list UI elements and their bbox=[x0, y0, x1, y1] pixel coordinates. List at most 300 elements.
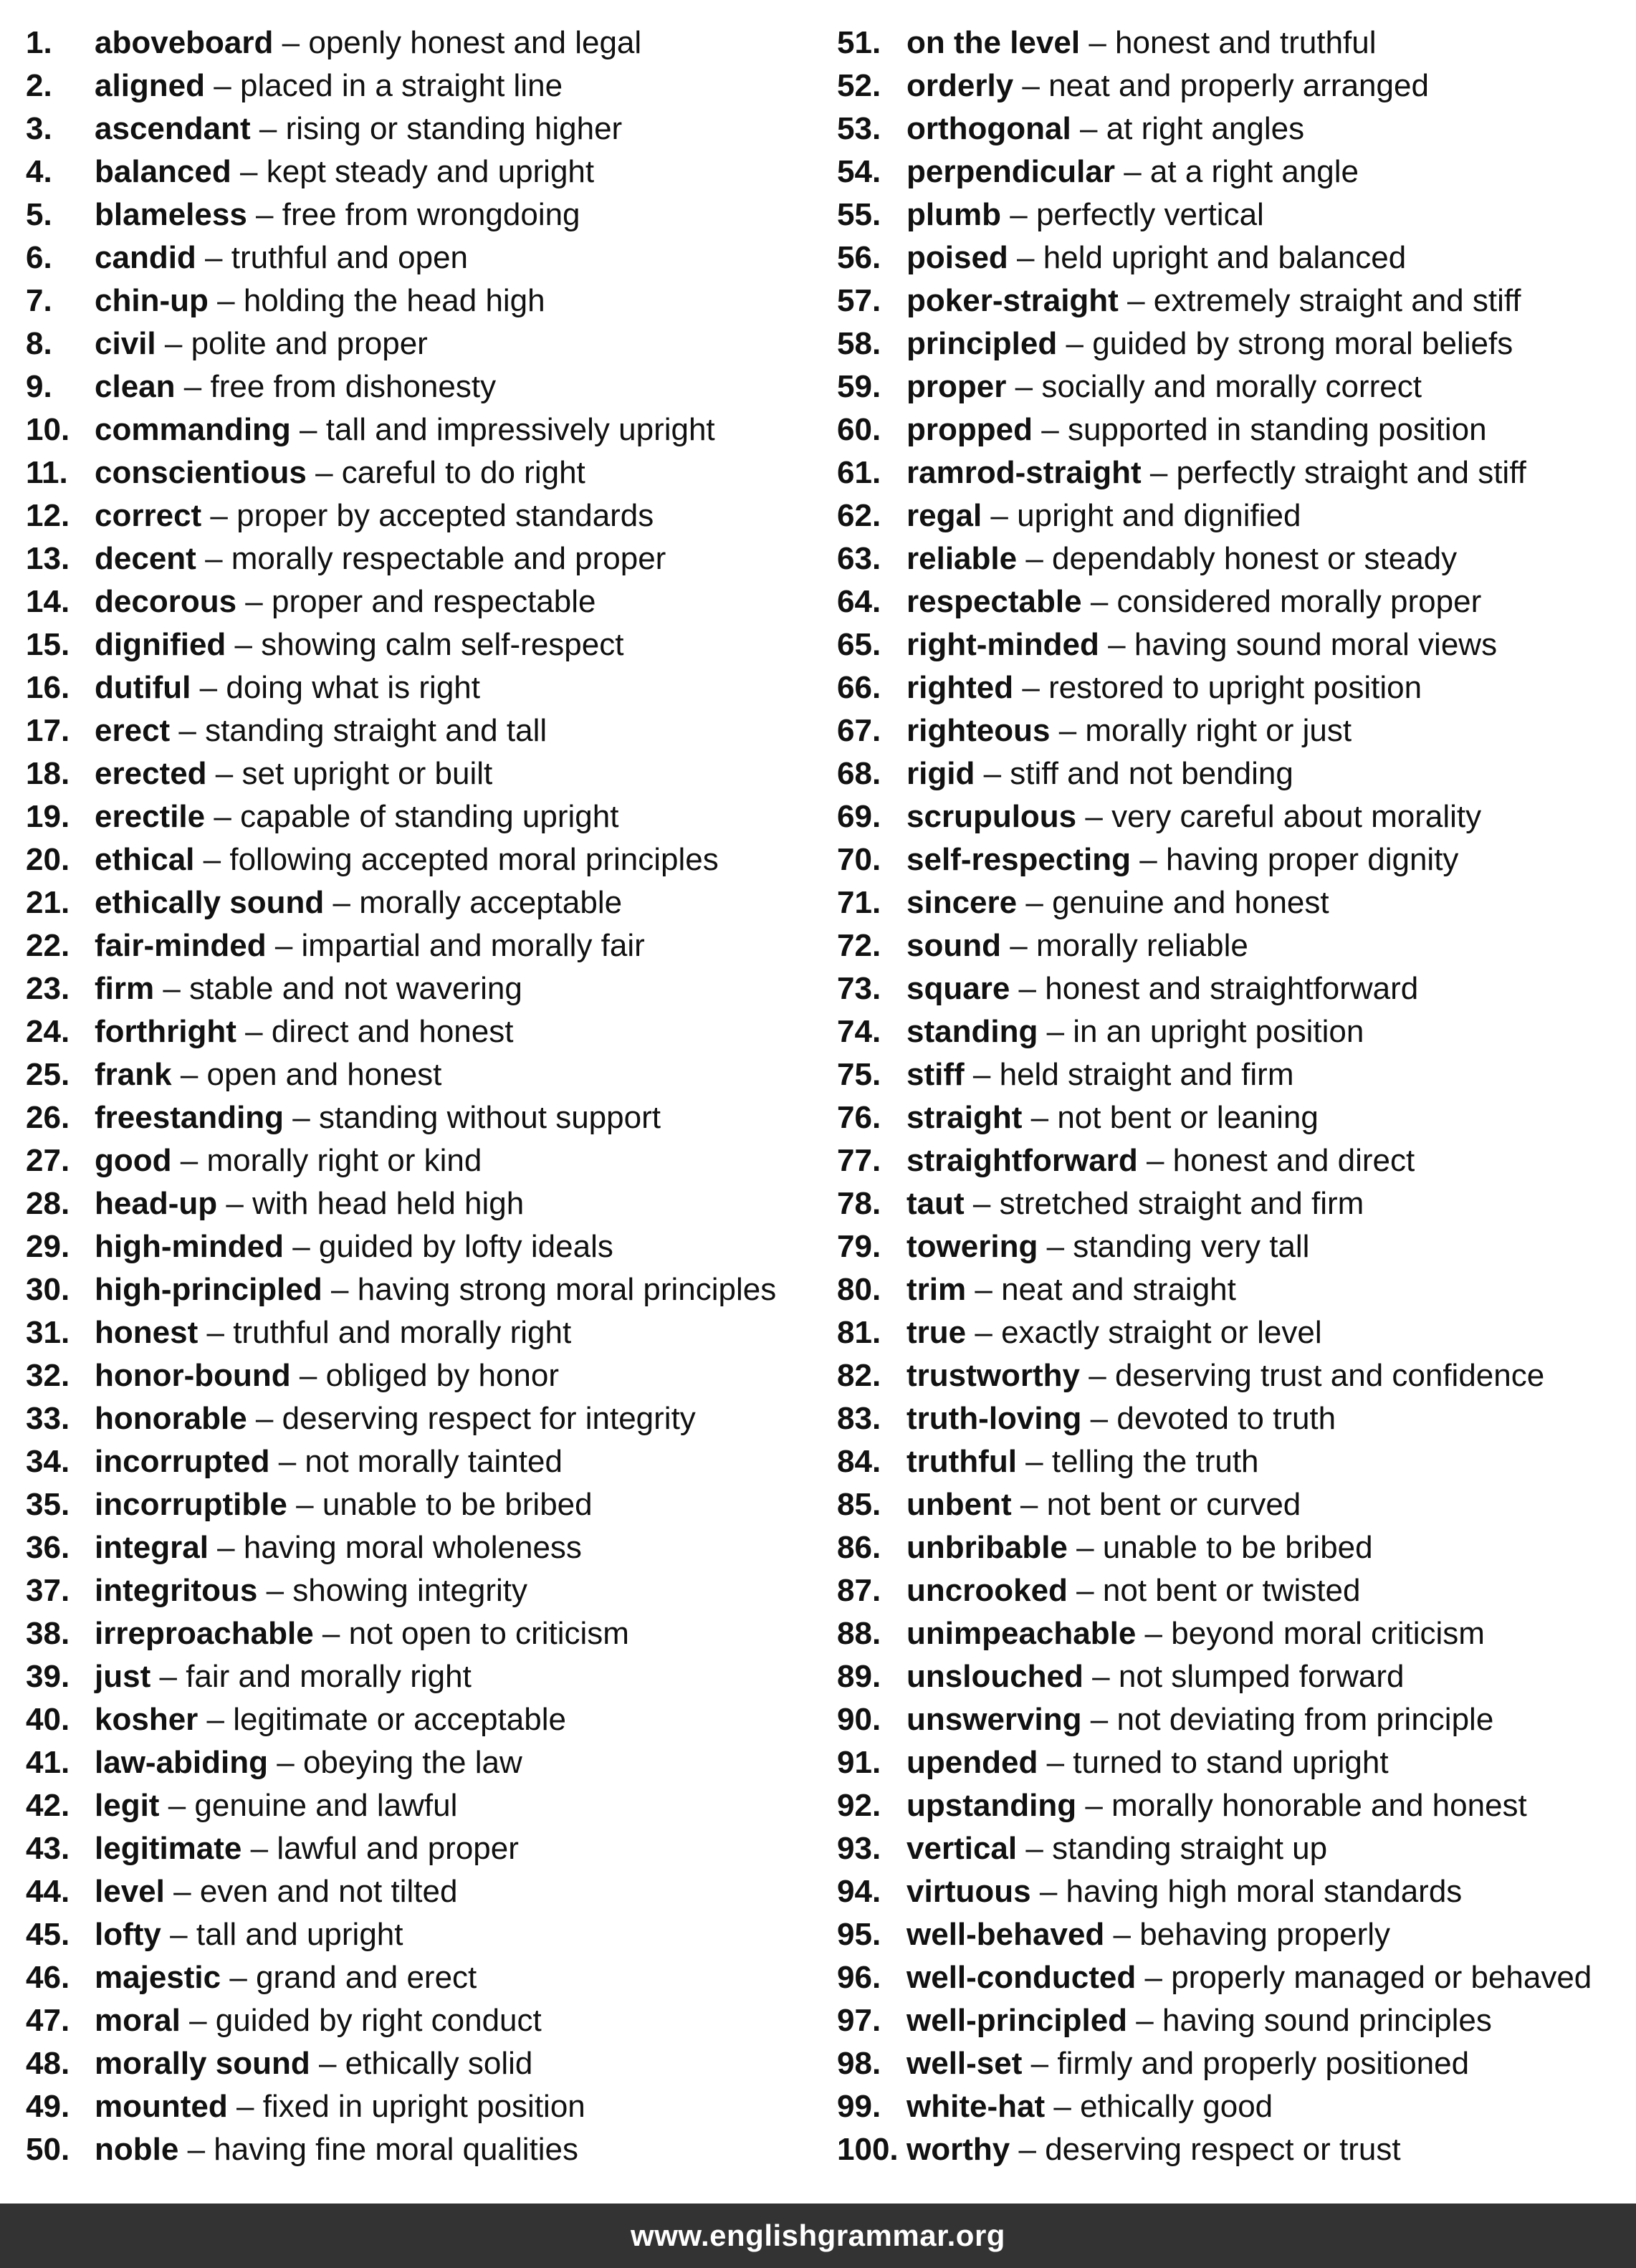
list-item bbox=[26, 236, 821, 279]
item-definition: guided by lofty ideals bbox=[318, 1229, 613, 1264]
item-separator: – bbox=[159, 1659, 177, 1694]
item-definition: unable to be bribed bbox=[322, 1487, 593, 1522]
item-definition: morally respectable and proper bbox=[231, 541, 666, 576]
item-word: decent bbox=[95, 541, 196, 576]
item-word: ascendant bbox=[95, 111, 251, 146]
item-separator: – bbox=[1108, 627, 1126, 662]
list-item bbox=[837, 1784, 1632, 1827]
item-word: ramrod-straight bbox=[907, 455, 1142, 490]
item-definition: very careful about morality bbox=[1111, 799, 1482, 834]
list-item bbox=[26, 709, 821, 752]
item-number: 43. bbox=[26, 1831, 70, 1866]
item-definition: capable of standing upright bbox=[240, 799, 619, 834]
list-item bbox=[26, 1182, 821, 1225]
item-number: 88. bbox=[837, 1616, 881, 1651]
item-number: 71. bbox=[837, 885, 881, 920]
item-separator: – bbox=[164, 326, 183, 361]
item-definition: tall and upright bbox=[196, 1917, 403, 1952]
item-number: 61. bbox=[837, 455, 881, 490]
item-definition: polite and proper bbox=[191, 326, 428, 361]
item-word: civil bbox=[95, 326, 156, 361]
item-separator: – bbox=[1030, 2046, 1049, 2081]
list-item bbox=[837, 881, 1632, 924]
item-definition: standing straight and tall bbox=[205, 713, 547, 748]
list-item bbox=[837, 1311, 1632, 1354]
item-number: 57. bbox=[837, 283, 881, 318]
item-number: 7. bbox=[26, 283, 52, 318]
item-word: poised bbox=[907, 240, 1008, 275]
list-item bbox=[26, 21, 821, 64]
item-separator: – bbox=[292, 1100, 310, 1135]
item-separator: – bbox=[299, 1358, 317, 1393]
item-separator: – bbox=[300, 412, 317, 447]
list-item bbox=[26, 107, 821, 150]
item-definition: considered morally proper bbox=[1116, 584, 1482, 619]
item-definition: standing very tall bbox=[1073, 1229, 1310, 1264]
item-definition: proper and respectable bbox=[272, 584, 596, 619]
list-item bbox=[26, 1397, 821, 1440]
list-item bbox=[26, 666, 821, 709]
item-separator: – bbox=[333, 885, 351, 920]
item-number: 19. bbox=[26, 799, 70, 834]
list-item bbox=[26, 2042, 821, 2085]
item-word: right-minded bbox=[907, 627, 1099, 662]
item-word: head-up bbox=[95, 1186, 218, 1221]
item-word: chin-up bbox=[95, 283, 209, 318]
item-word: well-set bbox=[907, 2046, 1023, 2081]
item-separator: – bbox=[322, 1616, 340, 1651]
item-separator: – bbox=[187, 2132, 206, 2167]
item-separator: – bbox=[217, 1530, 235, 1565]
item-number: 17. bbox=[26, 713, 70, 748]
item-number: 73. bbox=[837, 971, 881, 1006]
item-separator: – bbox=[1144, 1616, 1163, 1651]
item-definition: tall and impressively upright bbox=[325, 412, 715, 447]
item-definition: stretched straight and firm bbox=[999, 1186, 1364, 1221]
item-word: well-behaved bbox=[907, 1917, 1105, 1952]
item-definition: having sound principles bbox=[1162, 2003, 1492, 2038]
item-number: 23. bbox=[26, 971, 70, 1006]
item-definition: not bent or leaning bbox=[1057, 1100, 1319, 1135]
item-word: legitimate bbox=[95, 1831, 242, 1866]
item-separator: – bbox=[250, 1831, 269, 1866]
item-word: irreproachable bbox=[95, 1616, 314, 1651]
item-number: 36. bbox=[26, 1530, 70, 1565]
item-word: rigid bbox=[907, 756, 975, 791]
item-number: 92. bbox=[837, 1788, 881, 1823]
list-item bbox=[837, 666, 1632, 709]
item-definition: exactly straight or level bbox=[1001, 1315, 1322, 1350]
item-number: 24. bbox=[26, 1014, 70, 1049]
item-separator: – bbox=[1025, 1444, 1043, 1479]
item-definition: neat and properly arranged bbox=[1048, 68, 1429, 103]
item-separator: – bbox=[277, 1745, 295, 1780]
item-word: morally sound bbox=[95, 2046, 310, 2081]
item-separator: – bbox=[178, 713, 196, 748]
item-definition: beyond moral criticism bbox=[1171, 1616, 1485, 1651]
item-definition: upright and dignified bbox=[1017, 498, 1301, 533]
list-item bbox=[837, 1096, 1632, 1139]
list-item bbox=[837, 838, 1632, 881]
item-word: level bbox=[95, 1874, 165, 1909]
item-separator: – bbox=[318, 2046, 337, 2081]
item-word: aboveboard bbox=[95, 25, 274, 60]
item-definition: deserving trust and confidence bbox=[1114, 1358, 1545, 1393]
list-item bbox=[837, 1655, 1632, 1698]
list-item bbox=[26, 1827, 821, 1870]
item-number: 94. bbox=[837, 1874, 881, 1909]
item-separator: – bbox=[1076, 1573, 1094, 1608]
item-word: law-abiding bbox=[95, 1745, 268, 1780]
list-item bbox=[26, 752, 821, 795]
item-number: 38. bbox=[26, 1616, 70, 1651]
item-word: clean bbox=[95, 369, 176, 404]
item-definition: restored to upright position bbox=[1048, 670, 1422, 705]
item-definition: held upright and balanced bbox=[1043, 240, 1407, 275]
item-definition: morally honorable and honest bbox=[1111, 1788, 1527, 1823]
item-separator: – bbox=[292, 1229, 310, 1264]
list-item bbox=[26, 1612, 821, 1655]
item-definition: not open to criticism bbox=[348, 1616, 629, 1651]
item-number: 89. bbox=[837, 1659, 881, 1694]
item-separator: – bbox=[183, 369, 202, 404]
item-word: well-principled bbox=[907, 2003, 1128, 2038]
item-separator: – bbox=[1046, 1745, 1065, 1780]
item-word: square bbox=[907, 971, 1010, 1006]
item-number: 72. bbox=[837, 928, 881, 963]
item-number: 68. bbox=[837, 756, 881, 791]
item-word: honest bbox=[95, 1315, 198, 1350]
list-item bbox=[26, 623, 821, 666]
item-number: 80. bbox=[837, 1272, 881, 1307]
item-word: forthright bbox=[95, 1014, 236, 1049]
item-word: noble bbox=[95, 2132, 179, 2167]
item-separator: – bbox=[1046, 1229, 1065, 1264]
item-separator: – bbox=[1092, 1659, 1110, 1694]
item-definition: legitimate or acceptable bbox=[233, 1702, 566, 1737]
item-word: aligned bbox=[95, 68, 206, 103]
item-number: 25. bbox=[26, 1057, 70, 1092]
item-separator: – bbox=[205, 240, 223, 275]
list-item bbox=[26, 1784, 821, 1827]
item-number: 81. bbox=[837, 1315, 881, 1350]
item-separator: – bbox=[170, 1917, 188, 1952]
item-definition: open and honest bbox=[206, 1057, 442, 1092]
item-word: mounted bbox=[95, 2089, 228, 2124]
list-item bbox=[26, 1483, 821, 1526]
item-separator: – bbox=[1039, 1874, 1058, 1909]
list-item bbox=[26, 1096, 821, 1139]
list-item bbox=[837, 1440, 1632, 1483]
item-separator: – bbox=[1089, 1358, 1106, 1393]
item-definition: having sound moral views bbox=[1134, 627, 1498, 662]
list-item bbox=[26, 924, 821, 967]
list-item bbox=[837, 1139, 1632, 1182]
item-word: unbent bbox=[907, 1487, 1012, 1522]
item-word: upended bbox=[907, 1745, 1038, 1780]
item-separator: – bbox=[1010, 928, 1028, 963]
item-definition: at right angles bbox=[1106, 111, 1305, 146]
item-number: 15. bbox=[26, 627, 70, 662]
list-item bbox=[26, 494, 821, 537]
item-definition: genuine and lawful bbox=[194, 1788, 458, 1823]
list-item bbox=[837, 1612, 1632, 1655]
item-number: 56. bbox=[837, 240, 881, 275]
item-number: 100. bbox=[837, 2132, 899, 2167]
item-word: standing bbox=[907, 1014, 1038, 1049]
item-word: righted bbox=[907, 670, 1014, 705]
item-separator: – bbox=[203, 842, 221, 877]
item-number: 82. bbox=[837, 1358, 881, 1393]
item-definition: obliged by honor bbox=[325, 1358, 559, 1393]
item-word: vertical bbox=[907, 1831, 1018, 1866]
item-number: 52. bbox=[837, 68, 881, 103]
item-definition: lawful and proper bbox=[277, 1831, 519, 1866]
list-item bbox=[837, 107, 1632, 150]
item-separator: – bbox=[1022, 68, 1040, 103]
item-word: orderly bbox=[907, 68, 1014, 103]
list-item bbox=[837, 64, 1632, 107]
item-number: 16. bbox=[26, 670, 70, 705]
item-separator: – bbox=[1030, 1100, 1049, 1135]
item-number: 8. bbox=[26, 326, 52, 361]
item-number: 41. bbox=[26, 1745, 70, 1780]
item-number: 96. bbox=[837, 1960, 881, 1995]
item-separator: – bbox=[256, 197, 274, 232]
list-item bbox=[26, 1569, 821, 1612]
list-item bbox=[26, 1440, 821, 1483]
item-word: truth-loving bbox=[907, 1401, 1082, 1436]
item-number: 47. bbox=[26, 2003, 70, 2038]
item-definition: obeying the law bbox=[302, 1745, 522, 1780]
item-word: sound bbox=[907, 928, 1001, 963]
item-separator: – bbox=[210, 498, 228, 533]
list-item bbox=[837, 2042, 1632, 2085]
item-word: incorrupted bbox=[95, 1444, 270, 1479]
item-definition: ethically good bbox=[1080, 2089, 1273, 2124]
item-definition: not bent or curved bbox=[1046, 1487, 1301, 1522]
item-number: 95. bbox=[837, 1917, 881, 1952]
item-number: 86. bbox=[837, 1530, 881, 1565]
item-definition: deserving respect or trust bbox=[1045, 2132, 1401, 2167]
item-definition: honest and direct bbox=[1172, 1143, 1415, 1178]
item-word: firm bbox=[95, 971, 155, 1006]
item-separator: – bbox=[1010, 197, 1028, 232]
item-definition: free from wrongdoing bbox=[282, 197, 580, 232]
word-list-column-2 bbox=[837, 21, 1632, 2171]
item-separator: – bbox=[199, 670, 218, 705]
list-item bbox=[26, 1913, 821, 1956]
item-number: 39. bbox=[26, 1659, 70, 1694]
item-number: 32. bbox=[26, 1358, 70, 1393]
list-item bbox=[26, 967, 821, 1010]
item-separator: – bbox=[255, 1401, 274, 1436]
item-definition: openly honest and legal bbox=[308, 25, 642, 60]
list-item bbox=[837, 1569, 1632, 1612]
list-item bbox=[837, 322, 1632, 365]
item-word: proper bbox=[907, 369, 1007, 404]
item-number: 54. bbox=[837, 154, 881, 189]
list-item bbox=[837, 1053, 1632, 1096]
item-word: trim bbox=[907, 1272, 967, 1307]
item-separator: – bbox=[206, 1702, 225, 1737]
item-definition: in an upright position bbox=[1073, 1014, 1364, 1049]
item-word: conscientious bbox=[95, 455, 307, 490]
item-number: 51. bbox=[837, 25, 881, 60]
list-item bbox=[26, 1741, 821, 1784]
item-definition: having high moral standards bbox=[1066, 1874, 1463, 1909]
item-number: 35. bbox=[26, 1487, 70, 1522]
list-item bbox=[26, 279, 821, 322]
item-separator: – bbox=[215, 756, 234, 791]
item-word: poker-straight bbox=[907, 283, 1119, 318]
item-separator: – bbox=[1053, 2089, 1071, 2124]
item-definition: morally acceptable bbox=[359, 885, 623, 920]
item-number: 53. bbox=[837, 111, 881, 146]
item-definition: perfectly straight and stiff bbox=[1176, 455, 1526, 490]
list-item bbox=[837, 709, 1632, 752]
item-word: taut bbox=[907, 1186, 965, 1221]
item-definition: having proper dignity bbox=[1165, 842, 1459, 877]
list-item bbox=[837, 21, 1632, 64]
item-number: 55. bbox=[837, 197, 881, 232]
item-word: propped bbox=[907, 412, 1033, 447]
item-word: stiff bbox=[907, 1057, 965, 1092]
item-definition: honest and truthful bbox=[1115, 25, 1377, 60]
item-definition: unable to be bribed bbox=[1102, 1530, 1373, 1565]
item-separator: – bbox=[1079, 111, 1098, 146]
item-number: 70. bbox=[837, 842, 881, 877]
item-word: white-hat bbox=[907, 2089, 1046, 2124]
item-separator: – bbox=[975, 1315, 992, 1350]
item-definition: doing what is right bbox=[226, 670, 480, 705]
item-definition: telling the truth bbox=[1051, 1444, 1259, 1479]
item-word: trustworthy bbox=[907, 1358, 1080, 1393]
footer-url: www.englishgrammar.org bbox=[631, 2219, 1005, 2252]
item-definition: not deviating from principle bbox=[1116, 1702, 1494, 1737]
item-definition: honest and straightforward bbox=[1045, 971, 1419, 1006]
item-definition: careful to do right bbox=[341, 455, 585, 490]
item-separator: – bbox=[1136, 2003, 1154, 2038]
item-definition: with head held high bbox=[252, 1186, 525, 1221]
item-separator: – bbox=[1025, 885, 1043, 920]
list-item bbox=[26, 1139, 821, 1182]
item-definition: having moral wholeness bbox=[243, 1530, 582, 1565]
item-separator: – bbox=[975, 1272, 992, 1307]
list-item bbox=[837, 1483, 1632, 1526]
item-number: 26. bbox=[26, 1100, 70, 1135]
item-definition: extremely straight and stiff bbox=[1153, 283, 1521, 318]
item-word: honorable bbox=[95, 1401, 247, 1436]
list-item bbox=[837, 795, 1632, 838]
word-list bbox=[0, 21, 1636, 2171]
item-word: fair-minded bbox=[95, 928, 267, 963]
item-word: erectile bbox=[95, 799, 206, 834]
item-number: 9. bbox=[26, 369, 52, 404]
list-item bbox=[837, 1354, 1632, 1397]
item-separator: – bbox=[1146, 1143, 1164, 1178]
item-number: 6. bbox=[26, 240, 52, 275]
item-word: just bbox=[95, 1659, 151, 1694]
item-definition: perfectly vertical bbox=[1035, 197, 1264, 232]
item-definition: stiff and not bending bbox=[1010, 756, 1293, 791]
item-word: honor-bound bbox=[95, 1358, 291, 1393]
item-word: lofty bbox=[95, 1917, 161, 1952]
item-word: orthogonal bbox=[907, 111, 1071, 146]
item-number: 42. bbox=[26, 1788, 70, 1823]
item-separator: – bbox=[315, 455, 333, 490]
item-separator: – bbox=[1089, 25, 1106, 60]
item-number: 78. bbox=[837, 1186, 881, 1221]
item-number: 34. bbox=[26, 1444, 70, 1479]
item-definition: devoted to truth bbox=[1116, 1401, 1336, 1436]
list-item bbox=[837, 408, 1632, 451]
item-number: 20. bbox=[26, 842, 70, 877]
item-word: decorous bbox=[95, 584, 237, 619]
item-number: 28. bbox=[26, 1186, 70, 1221]
item-definition: kept steady and upright bbox=[266, 154, 595, 189]
item-definition: morally reliable bbox=[1035, 928, 1248, 963]
item-separator: – bbox=[1127, 283, 1145, 318]
item-number: 22. bbox=[26, 928, 70, 963]
item-separator: – bbox=[180, 1057, 198, 1092]
list-item bbox=[837, 1397, 1632, 1440]
item-word: integral bbox=[95, 1530, 209, 1565]
item-number: 66. bbox=[837, 670, 881, 705]
item-separator: – bbox=[1015, 369, 1033, 404]
item-number: 65. bbox=[837, 627, 881, 662]
item-separator: – bbox=[245, 584, 263, 619]
item-separator: – bbox=[972, 1057, 991, 1092]
item-number: 10. bbox=[26, 412, 70, 447]
item-number: 5. bbox=[26, 197, 52, 232]
item-definition: holding the head high bbox=[243, 283, 545, 318]
item-word: erected bbox=[95, 756, 207, 791]
item-word: uncrooked bbox=[907, 1573, 1068, 1608]
item-word: perpendicular bbox=[907, 154, 1115, 189]
list-item bbox=[837, 236, 1632, 279]
item-number: 75. bbox=[837, 1057, 881, 1092]
item-definition: supported in standing position bbox=[1067, 412, 1487, 447]
item-separator: – bbox=[1022, 670, 1040, 705]
item-word: high-principled bbox=[95, 1272, 322, 1307]
list-item bbox=[837, 1913, 1632, 1956]
item-number: 69. bbox=[837, 799, 881, 834]
item-word: erect bbox=[95, 713, 171, 748]
item-number: 3. bbox=[26, 111, 52, 146]
item-word: well-conducted bbox=[907, 1960, 1137, 1995]
list-item bbox=[837, 1999, 1632, 2042]
list-item bbox=[837, 150, 1632, 193]
item-separator: – bbox=[163, 971, 181, 1006]
item-word: ethical bbox=[95, 842, 195, 877]
item-separator: – bbox=[1139, 842, 1157, 877]
item-number: 44. bbox=[26, 1874, 70, 1909]
list-item bbox=[26, 2085, 821, 2128]
item-word: good bbox=[95, 1143, 172, 1178]
list-item bbox=[26, 795, 821, 838]
item-word: unbribable bbox=[907, 1530, 1068, 1565]
item-number: 1. bbox=[26, 25, 52, 60]
list-item bbox=[26, 1053, 821, 1096]
item-definition: free from dishonesty bbox=[210, 369, 497, 404]
item-separator: – bbox=[274, 928, 293, 963]
item-word: on the level bbox=[907, 25, 1081, 60]
list-item bbox=[26, 1268, 821, 1311]
list-item bbox=[837, 451, 1632, 494]
list-item bbox=[26, 193, 821, 236]
item-separator: – bbox=[1085, 799, 1103, 834]
